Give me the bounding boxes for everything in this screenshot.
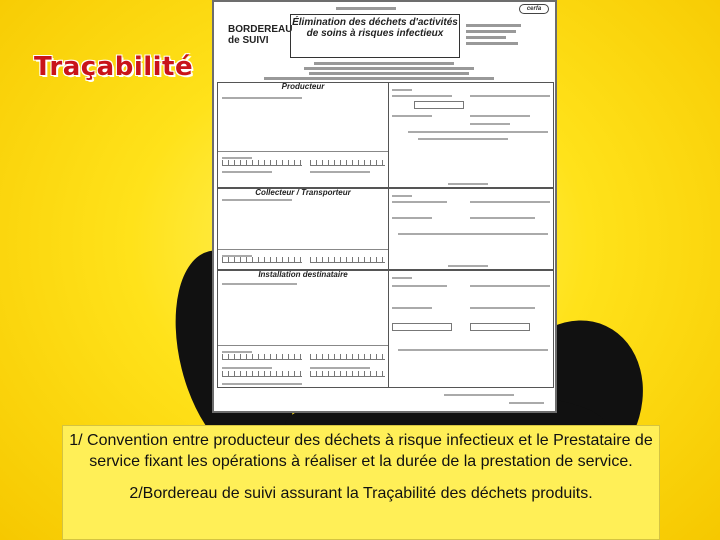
cerfa-logo: cerfa [519, 4, 549, 14]
bordereau-document-image [212, 0, 557, 413]
document-ref-number [509, 402, 544, 404]
paragraph-bordereau: 2/Bordereau de suivi assurant la Traçabilité des déchets produits. [129, 485, 593, 502]
document-heading: Élimination des déchets d'activités de soins à risques infectieux [290, 14, 460, 58]
section-collecteur [217, 188, 554, 270]
section-installation [217, 270, 554, 388]
section-title-producteur: Producteur [281, 82, 325, 91]
caption-text-box [62, 425, 660, 540]
document-header [214, 2, 555, 82]
bordereau-label: BORDEREAU de SUIVI [228, 24, 293, 46]
paragraph-convention: 1/ Convention entre producteur des déchets à risque infectieux et le Prestataire de service fixant les opérations à réaliser et la durée de la prestation de service. [69, 432, 653, 470]
section-producteur [217, 82, 554, 188]
section-title-collecteur: Collecteur / Transporteur [255, 188, 351, 197]
slide-title: Traçabilité [34, 52, 194, 82]
section-title-installation: Installation destinataire [258, 270, 348, 279]
document-signature-line [444, 394, 514, 396]
